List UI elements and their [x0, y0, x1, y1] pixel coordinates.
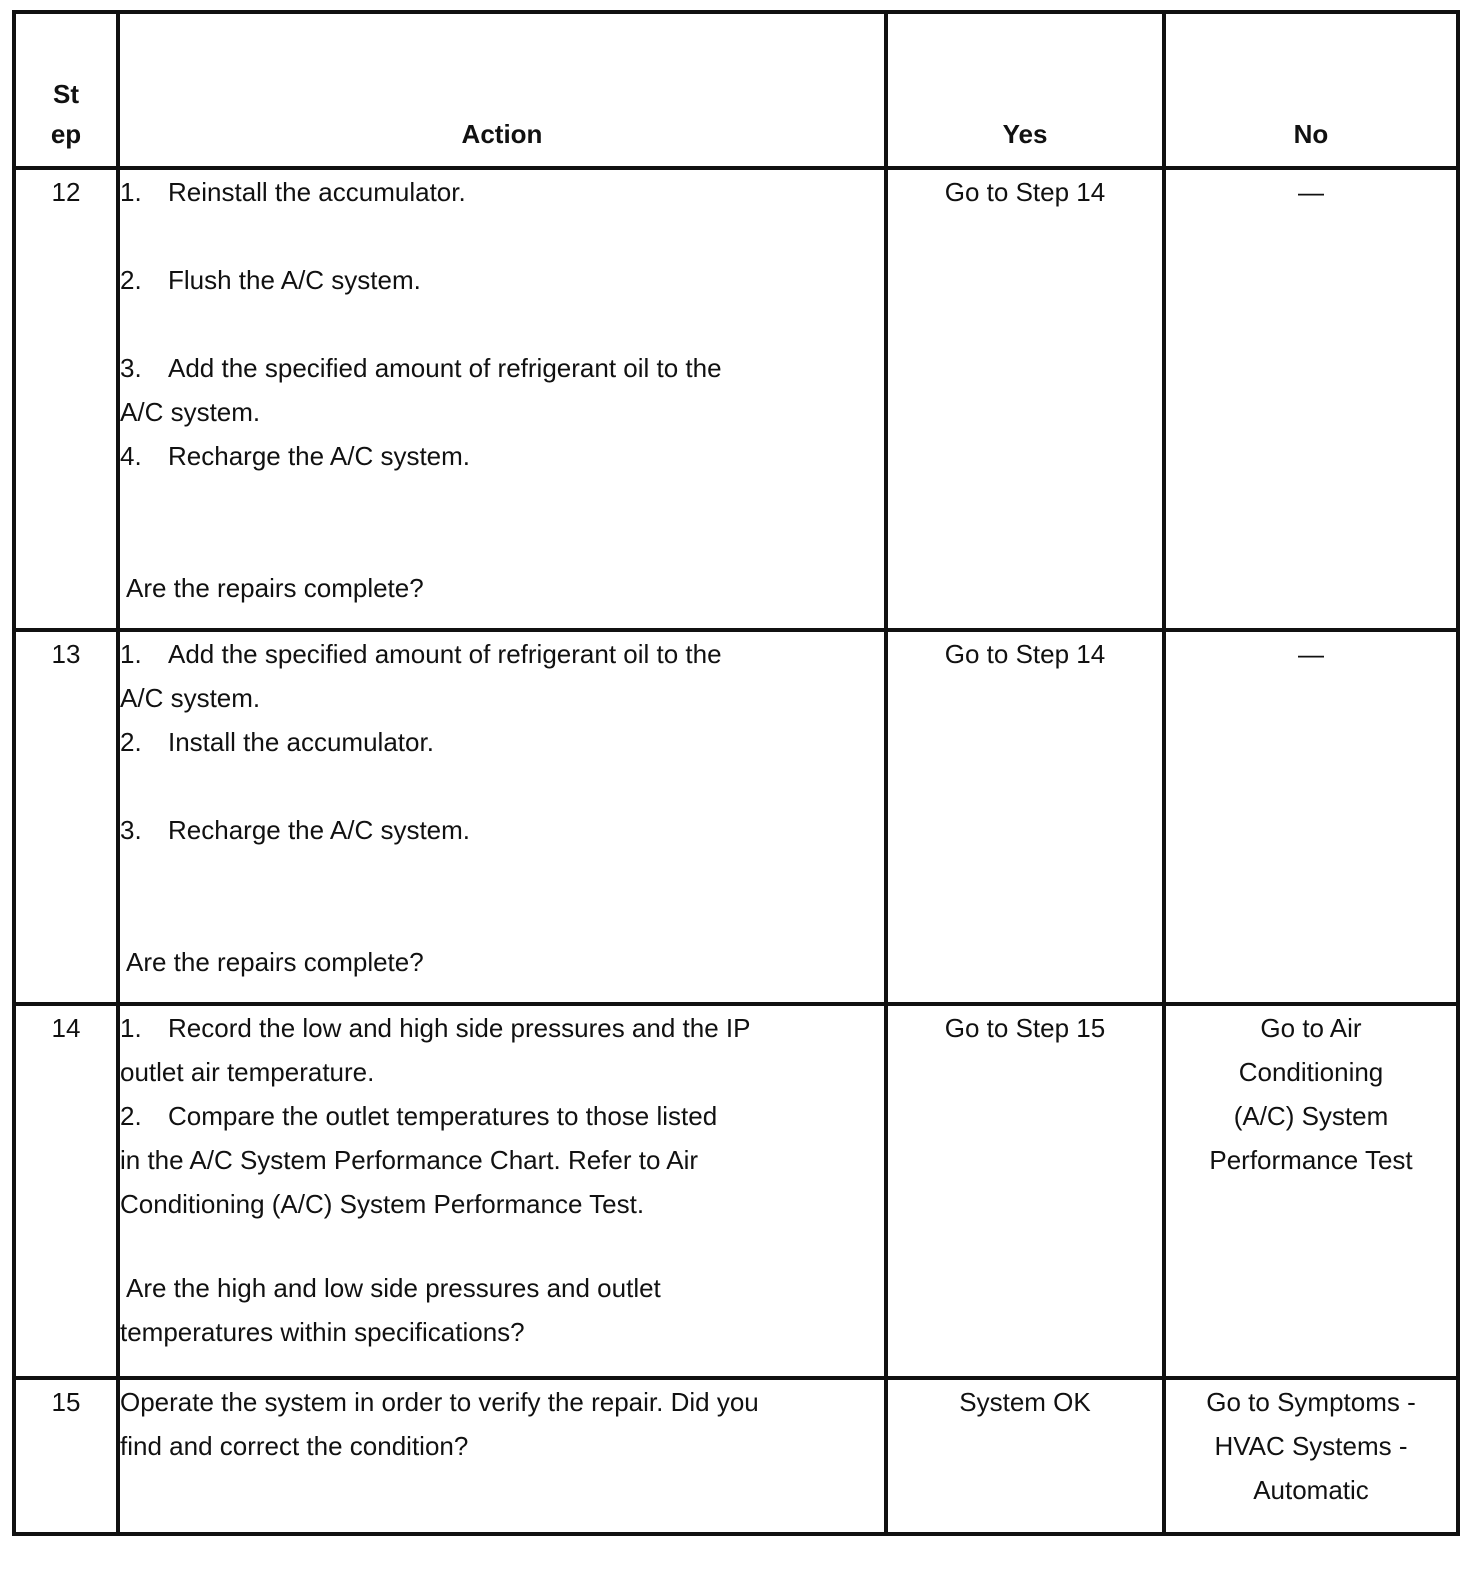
yes-cell: System OK: [886, 1378, 1164, 1534]
question-text: Are the high and low side pressures and outlet: [126, 1273, 661, 1303]
header-step-line1: St: [53, 79, 79, 109]
action-cell: [118, 1004, 886, 1378]
header-no: No: [1164, 12, 1458, 168]
header-step-line2: ep: [50, 119, 82, 149]
table-row-step-14: [14, 1004, 1458, 1378]
yes-cell: Go to Step 15: [886, 1004, 1164, 1378]
no-cell-line: Go to Symptoms -: [1206, 1387, 1416, 1417]
list-item: 2. Install the accumulator.: [120, 727, 434, 757]
step-number: 12: [14, 168, 118, 630]
no-cell: —: [1164, 630, 1458, 1004]
list-item-continuation: A/C system.: [120, 397, 261, 427]
action-text-continuation: find and correct the condition?: [120, 1431, 469, 1461]
no-cell-line: Automatic: [1253, 1475, 1369, 1505]
list-item-continuation: A/C system.: [120, 683, 261, 713]
question-text: Are the repairs complete?: [126, 947, 424, 977]
no-cell-line: Conditioning: [1238, 1057, 1384, 1087]
table-row-step-15: [14, 1378, 1458, 1534]
list-item-continuation: Conditioning (A/C) System Performance Test.: [120, 1189, 645, 1219]
list-item: 3. Add the specified amount of refrigerant oil to the: [120, 353, 722, 383]
header-action: Action: [118, 12, 886, 168]
no-cell-line: Go to Air: [1260, 1013, 1362, 1043]
list-item: 4. Recharge the A/C system.: [120, 441, 471, 471]
list-item-continuation: in the A/C System Performance Chart. Refer to Air: [120, 1145, 699, 1175]
header-yes: Yes: [886, 12, 1164, 168]
action-cell: [118, 1378, 886, 1534]
table-header-row: [14, 12, 1458, 168]
no-cell: [1164, 1378, 1458, 1534]
no-cell-line: (A/C) System: [1233, 1101, 1389, 1131]
no-cell: [1164, 1004, 1458, 1378]
list-item: 1. Record the low and high side pressures and the IP: [120, 1013, 751, 1043]
list-item: 2. Flush the A/C system.: [120, 265, 421, 295]
action-cell: [118, 168, 886, 630]
step-number: 15: [14, 1378, 118, 1534]
action-text: Operate the system in order to verify the repair. Did you: [120, 1387, 759, 1417]
table-row-step-13: [14, 630, 1458, 1004]
diagnostic-table: [12, 10, 1460, 1536]
step-number: 14: [14, 1004, 118, 1378]
list-item: 1. Reinstall the accumulator.: [120, 177, 466, 207]
list-item: 3. Recharge the A/C system.: [120, 815, 471, 845]
yes-cell: Go to Step 14: [886, 630, 1164, 1004]
no-cell-line: HVAC Systems -: [1214, 1431, 1408, 1461]
action-cell: [118, 630, 886, 1004]
list-item-continuation: outlet air temperature.: [120, 1057, 375, 1087]
list-item: 1. Add the specified amount of refrigerant oil to the: [120, 639, 722, 669]
no-cell: —: [1164, 168, 1458, 630]
header-step: [14, 12, 118, 168]
question-text: Are the repairs complete?: [126, 573, 424, 603]
table-row-step-12: [14, 168, 1458, 630]
no-cell-line: Performance Test: [1209, 1145, 1413, 1175]
yes-cell: Go to Step 14: [886, 168, 1164, 630]
question-text-continuation: temperatures within specifications?: [120, 1317, 525, 1347]
list-item: 2. Compare the outlet temperatures to those listed: [120, 1101, 718, 1131]
step-number: 13: [14, 630, 118, 1004]
